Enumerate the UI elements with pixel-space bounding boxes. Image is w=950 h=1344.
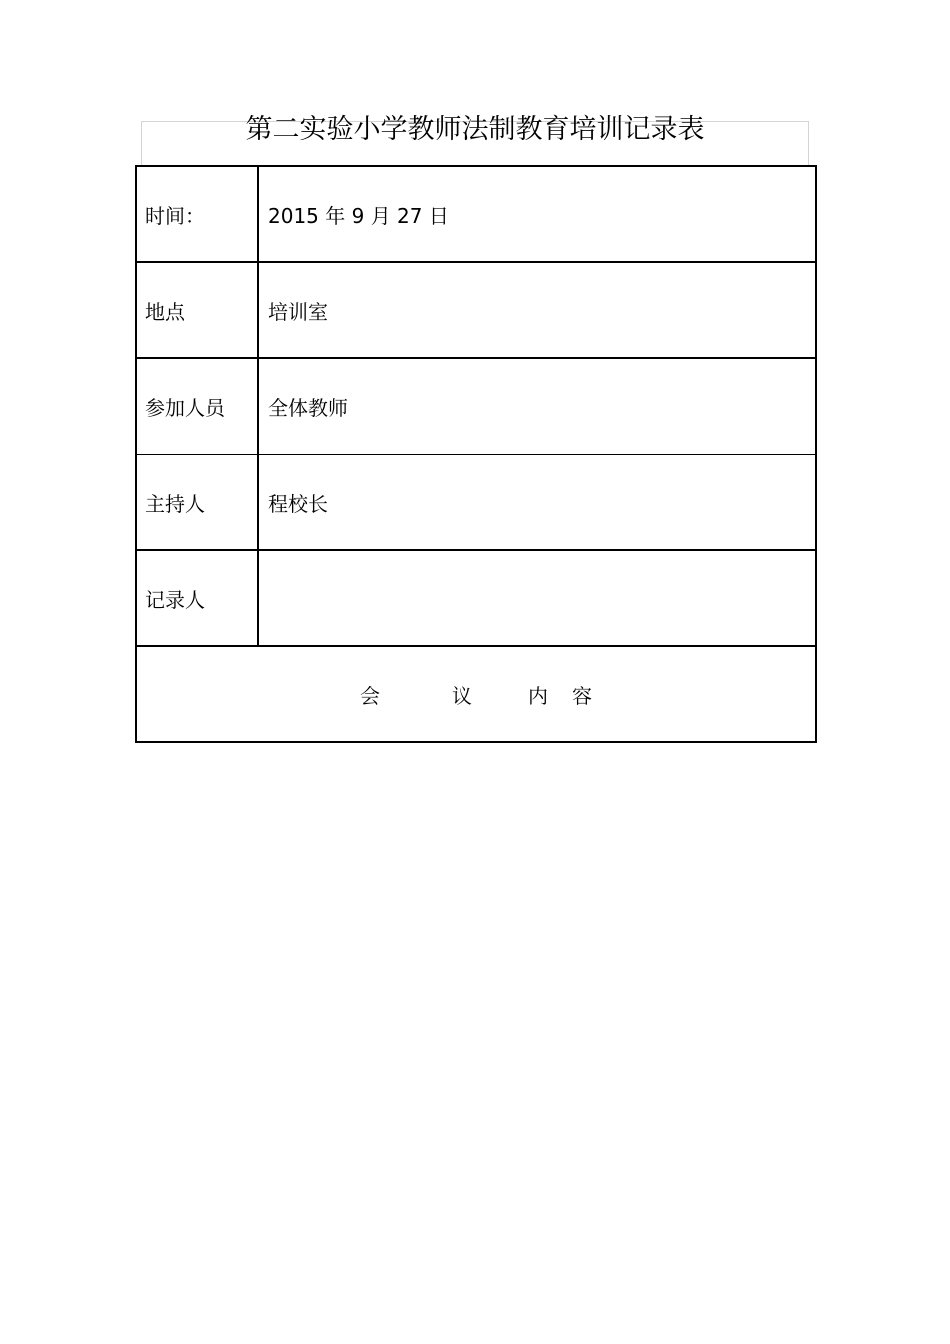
table-row-host bbox=[137, 455, 815, 551]
content-header-char-3: 内 bbox=[528, 683, 548, 708]
participants-label: 参加人员 bbox=[137, 359, 259, 454]
participants-value: 全体教师 bbox=[268, 396, 348, 420]
meeting-content-header bbox=[137, 647, 815, 741]
table-row-time bbox=[137, 167, 815, 263]
record-table bbox=[135, 165, 817, 743]
location-value: 培训室 bbox=[268, 299, 328, 324]
content-header-char-4: 容 bbox=[572, 683, 592, 708]
recorder-value bbox=[259, 551, 815, 645]
time-value: 2015 年 9 月 27 日 bbox=[268, 203, 449, 228]
table-row-participants bbox=[137, 359, 815, 455]
content-header-char-1: 会 bbox=[360, 683, 380, 708]
host-label: 主持人 bbox=[137, 455, 259, 549]
content-header-char-2: 议 bbox=[452, 683, 472, 708]
table-row-location bbox=[137, 263, 815, 359]
recorder-label: 记录人 bbox=[137, 551, 259, 645]
table-row-recorder bbox=[137, 551, 815, 647]
page-title: 第二实验小学教师法制教育培训记录表 bbox=[245, 114, 705, 145]
host-value: 程校长 bbox=[268, 491, 328, 516]
time-label: 时间： bbox=[137, 167, 259, 261]
location-label: 地点 bbox=[137, 263, 259, 357]
